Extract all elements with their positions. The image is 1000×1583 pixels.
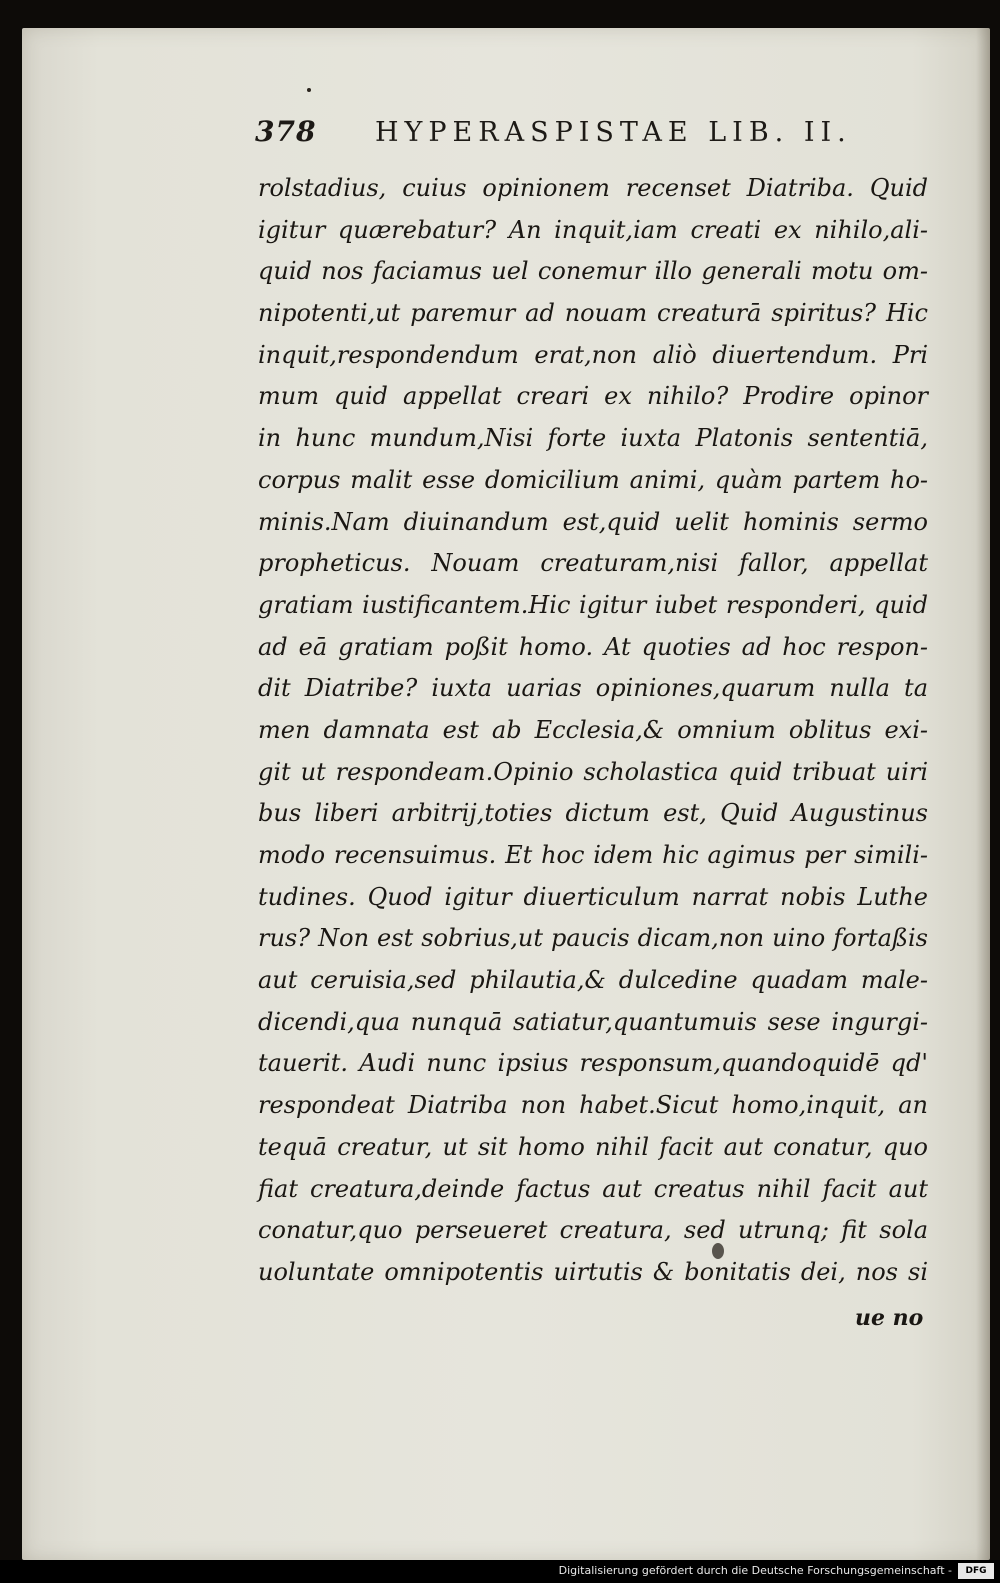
text-line: minis.Nam diuinandum est,quid uelit hominis sermo	[258, 507, 928, 536]
ink-speck	[307, 88, 311, 92]
text-line: tauerit. Audi nunc ipsius responsum,quandoquidē qd'	[258, 1049, 928, 1078]
text-line: bus liberi arbitrij,toties dictum est, Quid Augustinus	[258, 799, 928, 828]
text-line: quid nos faciamus uel conemur illo generali motu om-	[258, 257, 928, 286]
text-line: gratiam iustificantem.Hic igitur iubet responderi, quid	[258, 590, 928, 619]
text-line: git ut respondeam.Opinio scholastica quid tribuat uiri	[258, 757, 928, 786]
text-line: nipotenti,ut paremur ad nouam creaturā spiritus? Hic	[258, 299, 928, 328]
dfg-logo: DFG	[958, 1563, 994, 1579]
text-line: conatur,quo perseueret creatura, sed utrunq; fit sola	[258, 1216, 928, 1245]
catchword: ue no	[855, 1305, 924, 1331]
running-head	[255, 115, 915, 155]
text-line: tudines. Quod igitur diuerticulum narrat nobis Luthe	[258, 882, 928, 911]
digitization-footer	[0, 1560, 1000, 1583]
text-line: uoluntate omnipotentis uirtutis & bonitatis dei, nos si	[258, 1257, 928, 1286]
text-line: in hunc mundum,Nisi forte iuxta Platonis sententiā,	[258, 424, 928, 453]
text-line: dit Diatribe? iuxta uarias opiniones,quarum nulla ta	[258, 674, 928, 703]
funding-credit: Digitalisierung gefördert durch die Deutsche Forschungsgemeinschaft -	[558, 1564, 952, 1577]
text-line: rus? Non est sobrius,ut paucis dicam,non uino fortaßis	[258, 924, 928, 953]
text-line: igitur quærebatur? An inquit,iam creati ex nihilo,ali-	[258, 215, 928, 244]
text-line: respondeat Diatriba non habet.Sicut homo,inquit, an	[258, 1091, 928, 1120]
text-line: fiat creatura,deinde factus aut creatus nihil facit aut	[258, 1174, 928, 1203]
text-line: ad eā gratiam poßit homo. At quoties ad hoc respon-	[258, 632, 928, 661]
text-line: modo recensuimus. Et hoc idem hic agimus per simili-	[258, 841, 928, 869]
page-edge-shadow	[976, 28, 990, 1560]
text-line: men damnata est ab Ecclesia,& omnium oblitus exi-	[258, 715, 928, 744]
running-head-title: HYPERASPISTAE LIB. II.	[375, 117, 852, 148]
text-line: corpus malit esse domicilium animi, quàm partem ho-	[258, 465, 928, 494]
text-line: dicendi,qua nunquā satiatur,quantumuis sese ingurgi-	[258, 1007, 928, 1036]
page-number: 378	[255, 115, 317, 148]
body-text	[258, 168, 928, 1294]
text-line: inquit,respondendum erat,non aliò diuertendum. Pri	[258, 340, 928, 369]
text-line: mum quid appellat creari ex nihilo? Prodire opinor	[258, 382, 928, 411]
text-line: tequā creatur, ut sit homo nihil facit aut conatur, quo	[258, 1132, 928, 1161]
text-line: propheticus. Nouam creaturam,nisi fallor, appellat	[258, 549, 928, 578]
text-line: rolstadius, cuius opinionem recenset Diatriba. Quid	[258, 174, 928, 202]
text-line: aut ceruisia,sed philautia,& dulcedine quadam male-	[258, 966, 928, 995]
